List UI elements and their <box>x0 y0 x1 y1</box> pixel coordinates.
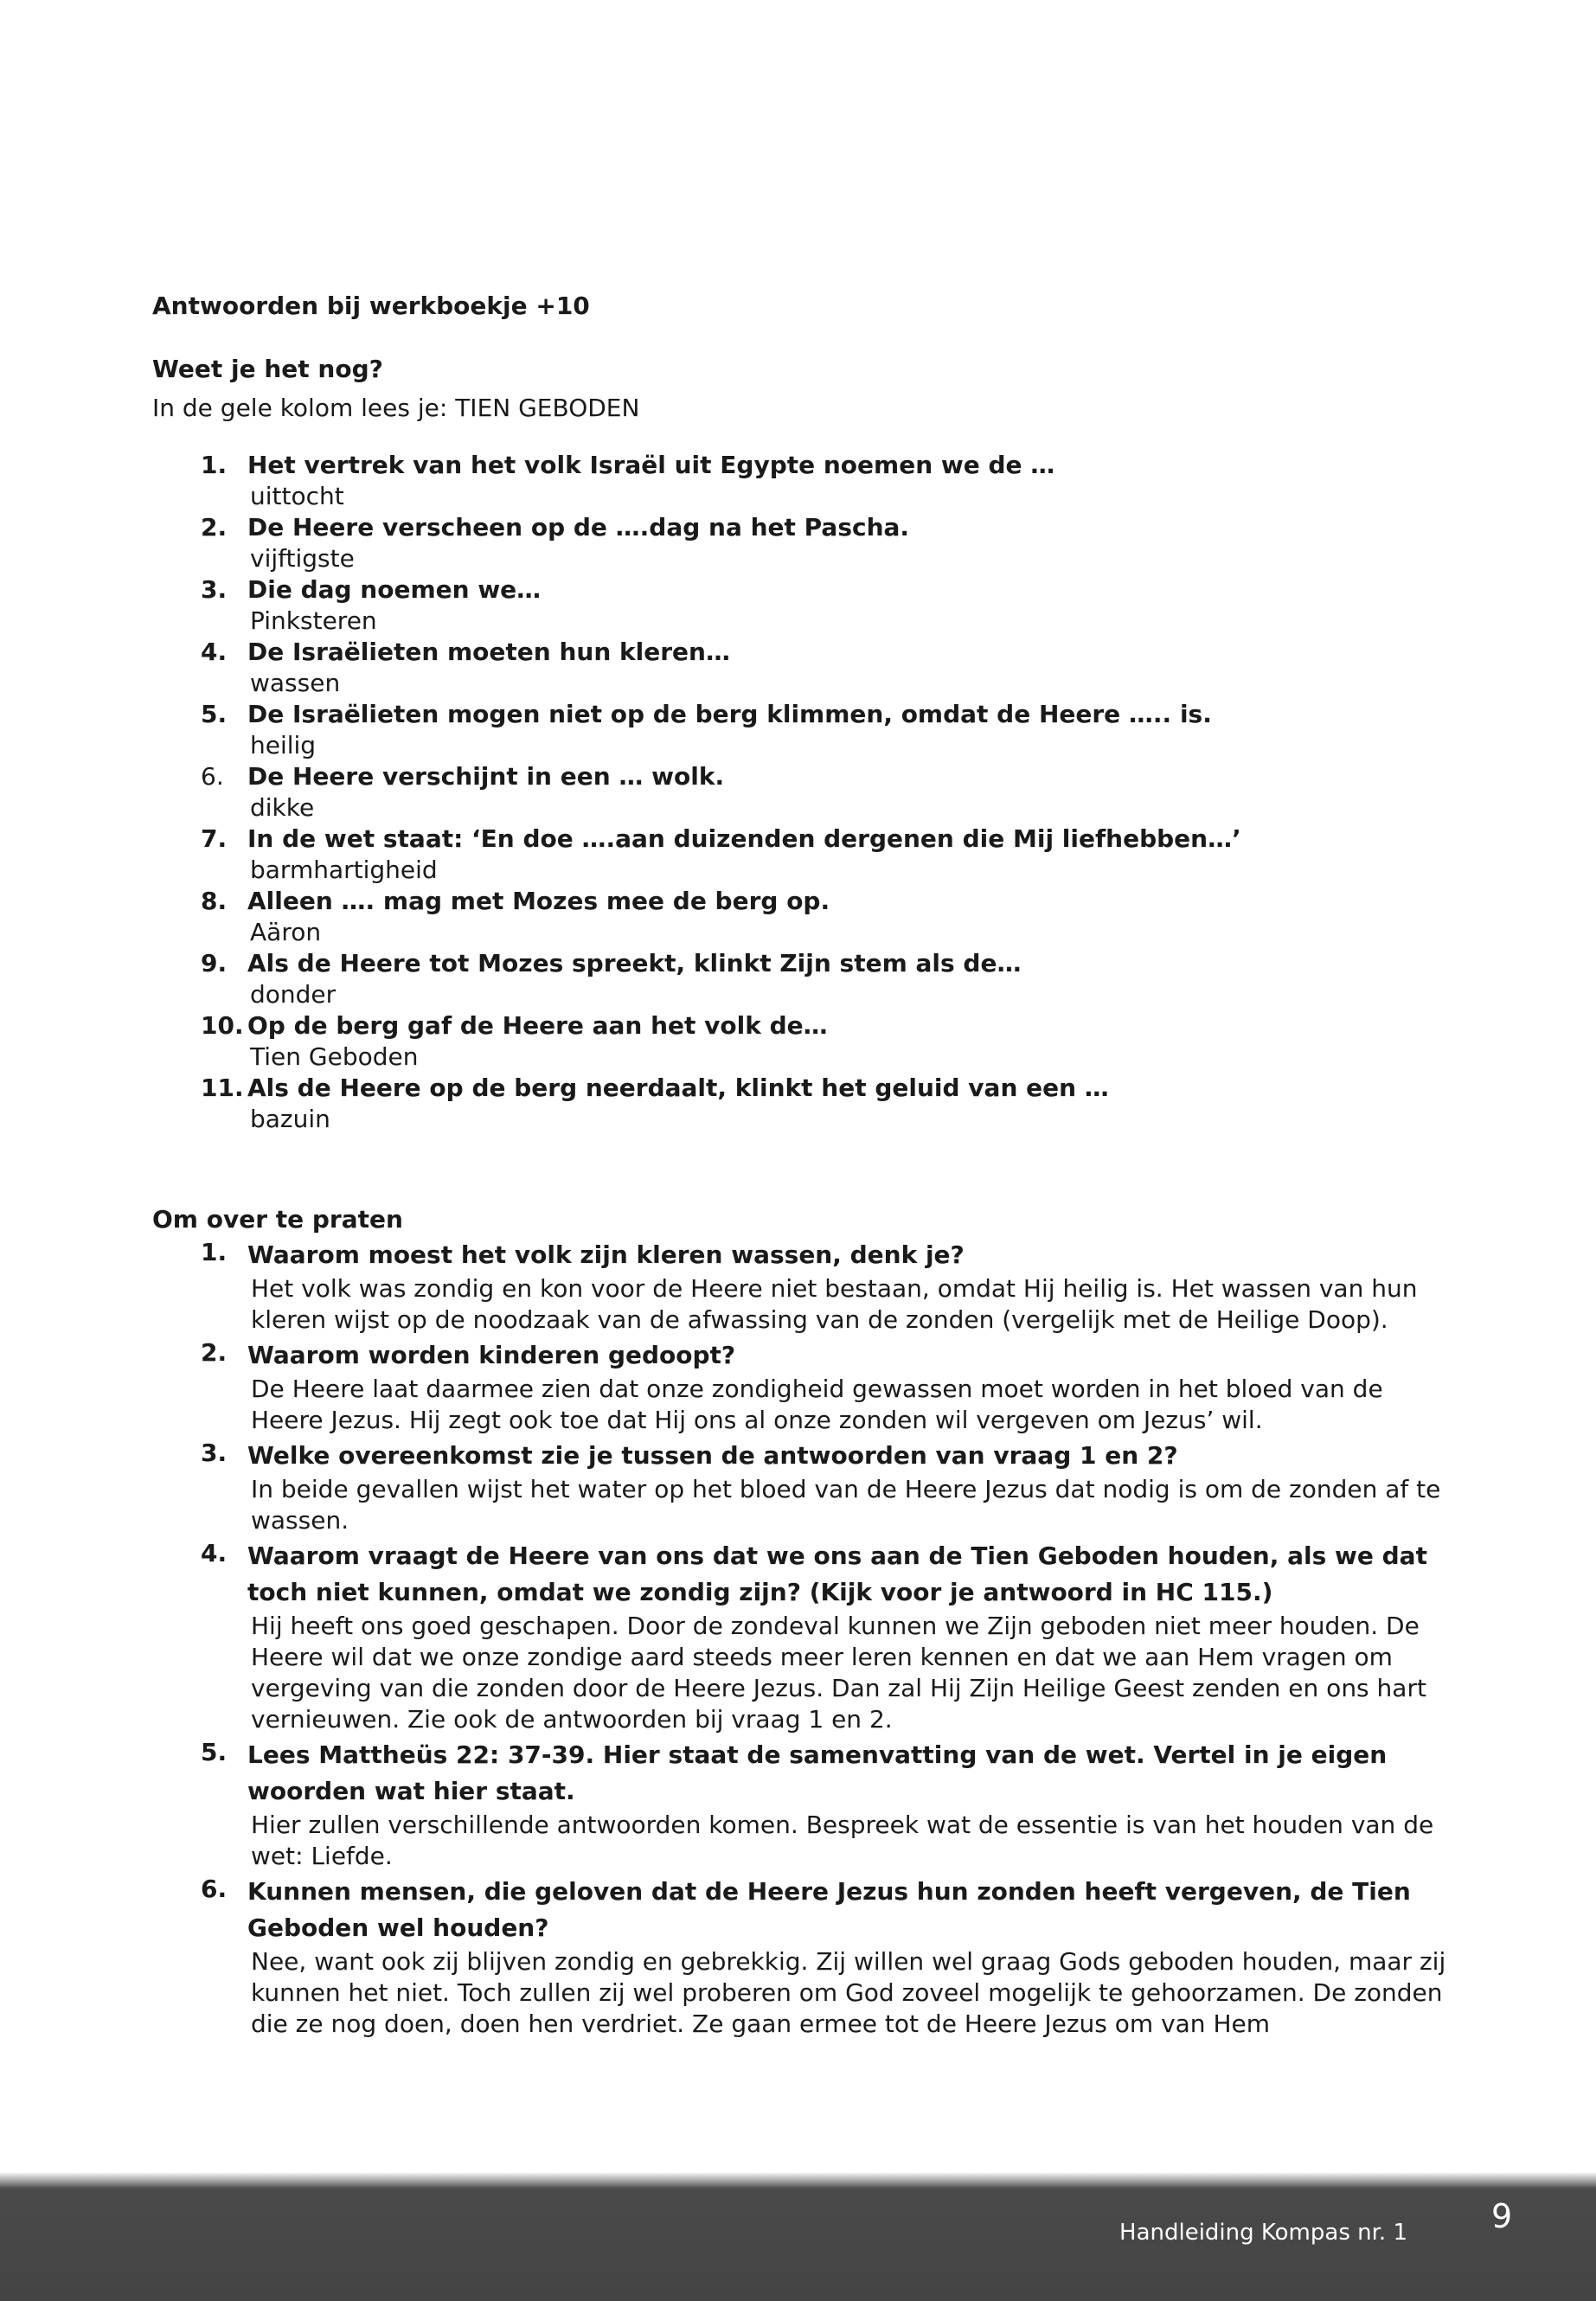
item-number: 6. <box>201 1875 228 1903</box>
question-text: De Heere verscheen op de ….dag na het Pascha. <box>247 513 910 542</box>
list-item <box>152 824 1450 886</box>
section-heading-om-over-te-praten: Om over te praten <box>152 1205 403 1234</box>
list-item <box>152 1438 1450 1536</box>
page-number: 9 <box>1491 2197 1513 2235</box>
answer-text: Hij heeft ons goed geschapen. Door de zondeval kunnen we Zijn geboden niet meer houden. De Heere wil dat we onze zondige aard steeds meer leren kennen en dat we aan Hem vragen om vergeving van die zonden door de Heere Jezus. Dan zal Hij Zijn Heilige Geest zenden en ons hart vernieuwen. Zie ook de antwoorden bij vraag 1 en 2. <box>251 1612 1426 1734</box>
discussion-list <box>152 1237 1450 2040</box>
item-number: 3. <box>201 575 228 604</box>
question-text: De Israëlieten moeten hun kleren… <box>247 638 730 666</box>
item-number: 3. <box>201 1439 228 1467</box>
question-text: De Israëlieten mogen niet op de berg klimmen, omdat de Heere ….. is. <box>247 700 1212 728</box>
item-number: 4. <box>201 638 228 666</box>
quiz-list <box>152 450 1450 1135</box>
question-text: Als de Heere op de berg neerdaalt, klinkt het geluid van een … <box>247 1074 1109 1102</box>
list-item <box>152 1237 1450 1336</box>
item-number: 4. <box>201 1539 228 1567</box>
answer-text: Aäron <box>250 918 322 946</box>
question-text: Waarom worden kinderen gedoopt? <box>247 1341 736 1369</box>
list-item <box>152 637 1450 699</box>
answer-text: vijftigste <box>250 544 355 573</box>
answer-text: donder <box>250 980 337 1009</box>
section-heading-weet-je-het-nog: Weet je het nog? <box>152 355 383 383</box>
item-number: 10. <box>201 1011 244 1040</box>
item-number: 1. <box>201 451 228 479</box>
list-item <box>152 948 1450 1010</box>
answer-text: Het volk was zondig en kon voor de Heere niet bestaan, omdat Hij heilig is. Het wassen van hun kleren wijst op de noodzaak van de afwassing van de zonden (vergelijk met de Heilige Doop). <box>251 1274 1418 1334</box>
footer-label: Handleiding Kompas nr. 1 <box>1119 2220 1407 2246</box>
question-text: Alleen …. mag met Mozes mee de berg op. <box>247 887 830 915</box>
question-text: In de wet staat: ‘En doe ….aan duizenden dergenen die Mij liefhebben…’ <box>247 824 1241 853</box>
question-text: Welke overeenkomst zie je tussen de antwoorden van vraag 1 en 2? <box>247 1441 1178 1470</box>
answer-text: heilig <box>250 731 317 760</box>
question-text: Waarom vraagt de Heere van ons dat we ons aan de Tien Geboden houden, als we dat toch niet kunnen, omdat we zondig zijn? (Kijk voor je antwoord in HC 115.) <box>247 1541 1427 1606</box>
item-number: 1. <box>201 1238 228 1266</box>
question-text: De Heere verschijnt in een … wolk. <box>247 762 725 791</box>
question-text: Die dag noemen we… <box>247 575 542 604</box>
section-intro: In de gele kolom lees je: TIEN GEBODEN <box>152 394 640 422</box>
item-number: 5. <box>201 700 228 728</box>
list-item <box>152 574 1450 637</box>
item-number: 5. <box>201 1738 228 1766</box>
item-number: 6. <box>201 762 224 791</box>
answer-text: Hier zullen verschillende antwoorden komen. Bespreek wat de essentie is van het houden van de wet: Liefde. <box>251 1811 1434 1870</box>
list-item <box>152 886 1450 948</box>
item-number: 7. <box>201 824 228 853</box>
question-text: Kunnen mensen, die geloven dat de Heere Jezus hun zonden heeft vergeven, de Tien Geboden wel houden? <box>247 1877 1411 1942</box>
question-text: Het vertrek van het volk Israël uit Egypte noemen we de … <box>247 451 1055 479</box>
list-item <box>152 1737 1450 1872</box>
answer-text: Nee, want ook zij blijven zondig en gebrekkig. Zij willen wel graag Gods geboden houden, maar zij kunnen het niet. Toch zullen zij wel proberen om God zoveel mogelijk te gehoorzamen. De zonden die ze nog doen, doen hen verdriet. Ze gaan ermee tot de Heere Jezus om van Hem <box>251 1947 1446 2038</box>
answer-text: In beide gevallen wijst het water op het bloed van de Heere Jezus dat nodig is om de zonden af te wassen. <box>251 1475 1441 1535</box>
question-text: Op de berg gaf de Heere aan het volk de… <box>247 1011 828 1040</box>
question-text: Waarom moest het volk zijn kleren wassen, denk je? <box>247 1240 965 1269</box>
answer-text: wassen <box>250 669 341 697</box>
answer-text: uittocht <box>250 482 344 510</box>
answer-text: Tien Geboden <box>250 1042 419 1071</box>
question-text: Lees Mattheüs 22: 37-39. Hier staat de samenvatting van de wet. Vertel in je eigen woorden wat hier staat. <box>247 1740 1388 1805</box>
list-item <box>152 1337 1450 1436</box>
answer-text: De Heere laat daarmee zien dat onze zondigheid gewassen moet worden in het bloed van de Heere Jezus. Hij zegt ook toe dat Hij ons al onze zonden wil vergeven om Jezus’ wil. <box>251 1375 1383 1434</box>
list-item <box>152 1073 1450 1135</box>
question-text: Als de Heere tot Mozes spreekt, klinkt Zijn stem als de… <box>247 949 1022 977</box>
item-number: 8. <box>201 887 228 915</box>
list-item <box>152 512 1450 574</box>
item-number: 11. <box>201 1074 244 1102</box>
list-item <box>152 761 1450 824</box>
answer-text: barmhartigheid <box>250 856 438 884</box>
list-item <box>152 1010 1450 1073</box>
answer-text: dikke <box>250 793 315 822</box>
answer-text: Pinksteren <box>250 606 377 635</box>
page-content <box>152 289 1450 2041</box>
document-title: Antwoorden bij werkboekje +10 <box>152 292 590 320</box>
list-item <box>152 1874 1450 2040</box>
list-item <box>152 699 1450 761</box>
item-number: 9. <box>201 949 228 977</box>
answer-text: bazuin <box>250 1105 330 1133</box>
item-number: 2. <box>201 1338 228 1367</box>
list-item <box>152 1538 1450 1735</box>
item-number: 2. <box>201 513 228 542</box>
list-item <box>152 450 1450 512</box>
